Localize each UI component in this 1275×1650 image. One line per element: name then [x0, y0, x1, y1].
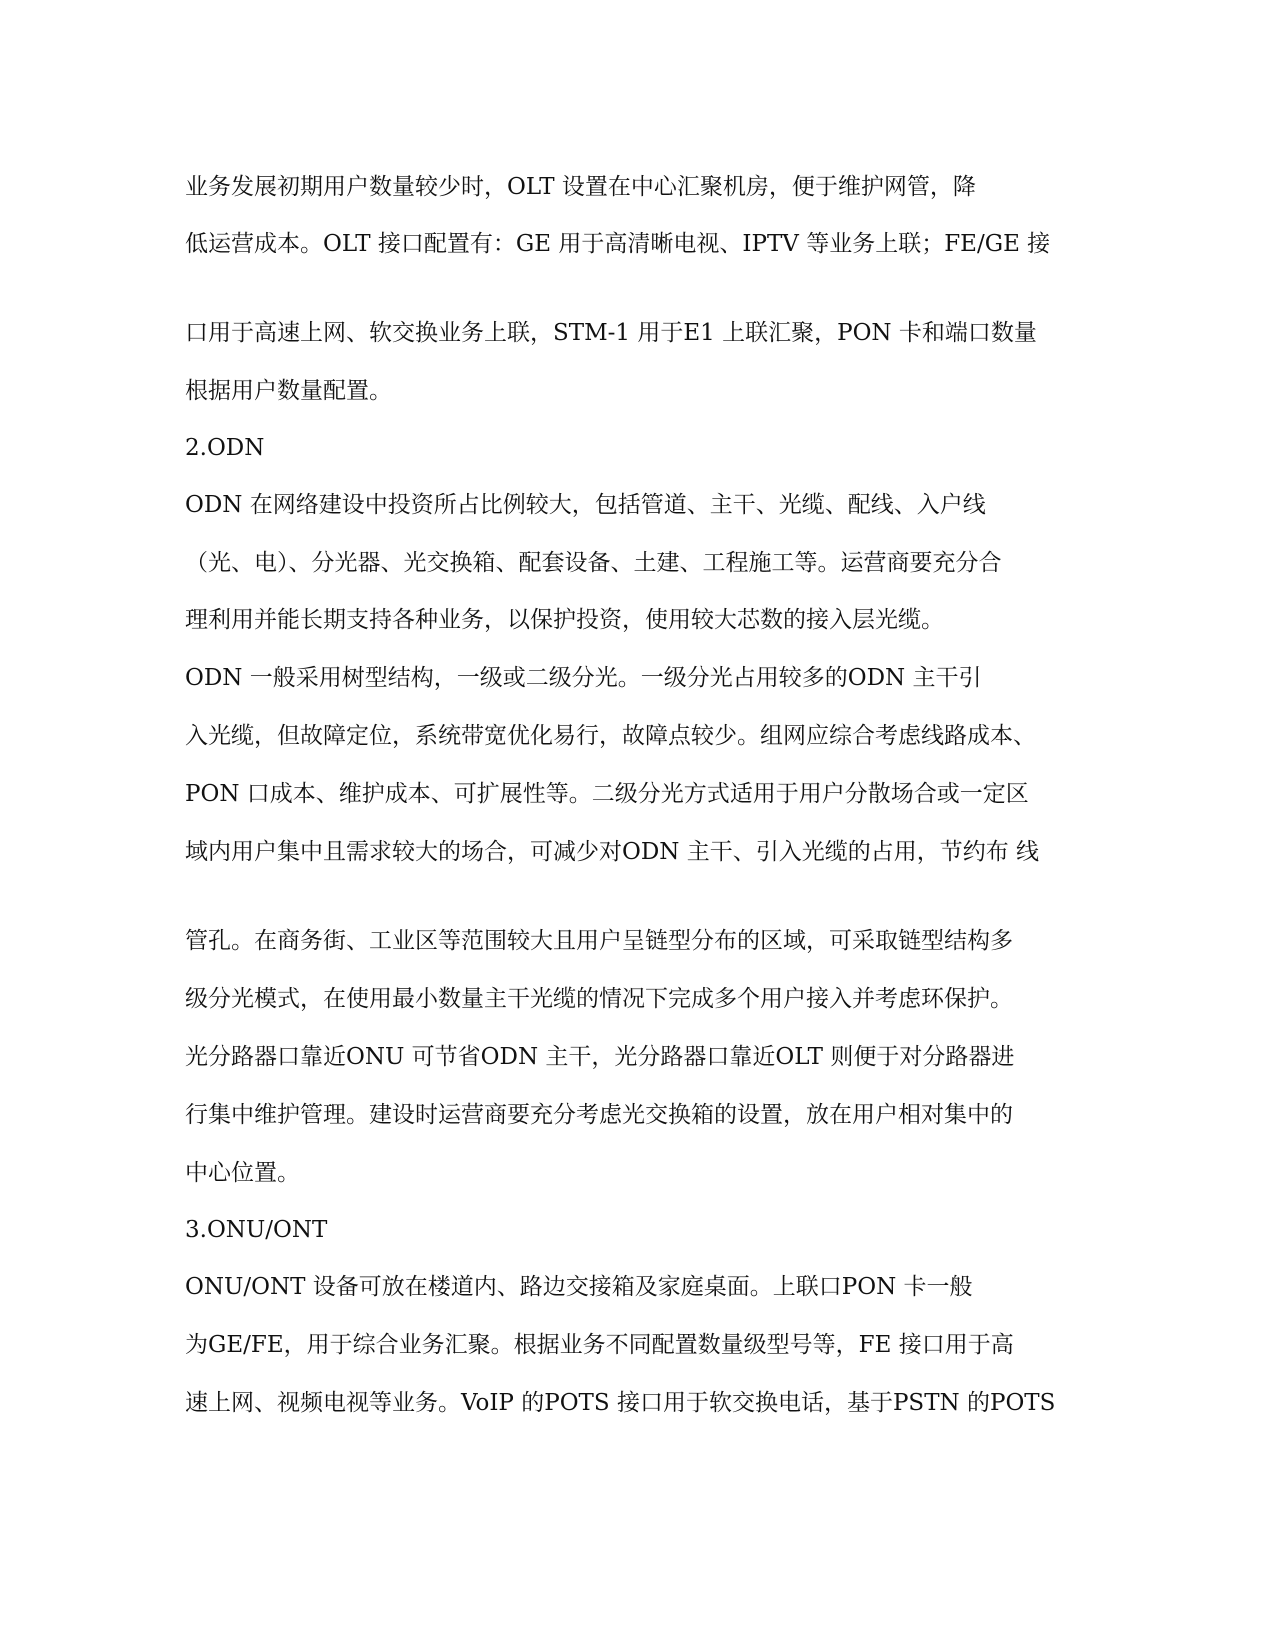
text-line: 管孔。在商务街、工业区等范围较大且用户呈链型分布的区域，可采取链型结构多	[185, 928, 1013, 954]
text-line: （光、电）、分光器、光交换箱、配套设备、土建、工程施工等。运营商要充分合	[185, 550, 1002, 576]
text-line: 中心位置。	[185, 1160, 300, 1186]
text-line: PON 口成本、维护成本、可扩展性等。二级分光方式适用于用户分散场合或一定区	[185, 781, 1029, 807]
text-line: 口用于高速上网、软交换业务上联，STM-1 用于E1 上联汇聚，PON 卡和端口数量	[185, 320, 1037, 346]
text-line: ODN 在网络建设中投资所占比例较大，包括管道、主干、光缆、配线、入户线	[185, 492, 986, 518]
text-line: 入光缆，但故障定位，系统带宽优化易行，故障点较少。组网应综合考虑线路成本、	[185, 723, 1036, 749]
text-line: 级分光模式，在使用最小数量主干光缆的情况下完成多个用户接入并考虑环保护。	[185, 986, 1013, 1012]
text-line: 低运营成本。OLT 接口配置有：GE 用于高清晰电视、IPTV 等业务上联；FE/GE 接	[185, 231, 1051, 257]
text-line: 理利用并能长期支持各种业务，以保护投资，使用较大芯数的接入层光缆。	[185, 607, 944, 633]
text-line: 域内用户集中且需求较大的场合，可减少对ODN 主干、引入光缆的占用，节约布 线	[185, 839, 1040, 865]
text-line: ODN 一般采用树型结构，一级或二级分光。一级分光占用较多的ODN 主干引	[185, 665, 982, 691]
section-heading: 2.ODN	[185, 435, 265, 461]
text-line: 业务发展初期用户数量较少时，OLT 设置在中心汇聚机房，便于维护网管，降	[185, 174, 976, 200]
text-line: 行集中维护管理。建设时运营商要充分考虑光交换箱的设置，放在用户相对集中的	[185, 1102, 1013, 1128]
text-line: 为GE/FE，用于综合业务汇聚。根据业务不同配置数量级型号等，FE 接口用于高	[185, 1332, 1014, 1358]
text-line: 光分路器口靠近ONU 可节省ODN 主干，光分路器口靠近OLT 则便于对分路器进	[185, 1044, 1015, 1070]
section-heading: 3.ONU/ONT	[185, 1217, 328, 1243]
text-line: 根据用户数量配置。	[185, 378, 392, 404]
text-line: ONU/ONT 设备可放在楼道内、路边交接箱及家庭桌面。上联口PON 卡一般	[185, 1274, 973, 1300]
text-line: 速上网、视频电视等业务。VoIP 的POTS 接口用于软交换电话，基于PSTN 的POTS	[185, 1390, 1056, 1416]
